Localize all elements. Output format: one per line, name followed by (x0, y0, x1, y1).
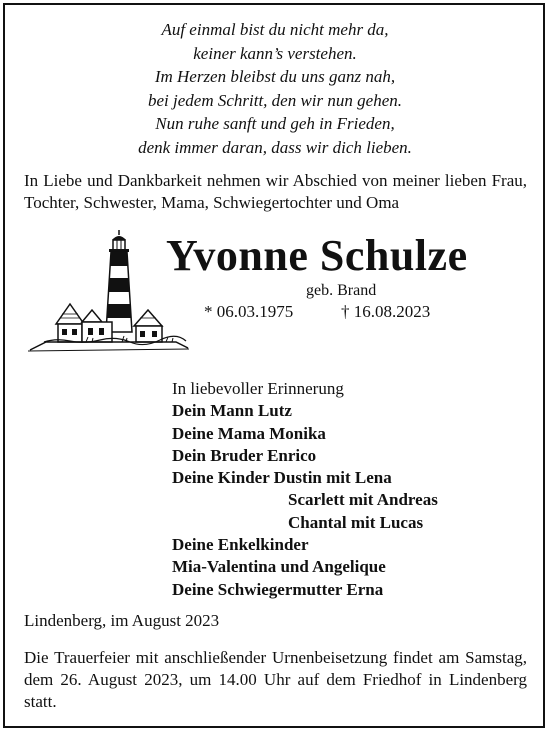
mourner-line: Deine Mama Monika (172, 423, 326, 443)
intro-text: In Liebe und Dankbarkeit nehmen wir Abschied von meiner lieben Frau, Tochter, Schwester, Mama, Schwiegertochter und Oma (24, 171, 527, 212)
mourner-line: Deine Schwiegermutter Erna (172, 579, 384, 599)
poem (0, 18, 550, 159)
birth-name: geb. Brand (306, 282, 377, 299)
deceased-name: Yvonne Schulze (166, 231, 468, 280)
funeral-notice: Die Trauerfeier mit anschließender Urnenbeisetzung findet am Samstag, dem 26. August 2023, um 14.00 Uhr auf dem Friedhof in Lindenberg statt. (24, 648, 527, 711)
mourner-line: Scarlett mit Andreas (288, 490, 438, 510)
place-date: Lindenberg, im August 2023 (24, 611, 220, 630)
poem-line: keiner kann’s verstehen. (193, 43, 357, 63)
poem-line: Auf einmal bist du nicht mehr da, (161, 20, 389, 39)
mourner-line: Dein Mann Lutz (172, 401, 292, 421)
mourner-line: Deine Kinder Dustin mit Lena (172, 468, 392, 488)
poem-line: bei jedem Schritt, den wir nun gehen. (147, 90, 402, 110)
birth-date: * 06.03.1975 (204, 302, 294, 321)
mourner-line: Chantal mit Lucas (288, 512, 424, 532)
poem-line: denk immer daran, dass wir dich lieben. (138, 137, 412, 157)
poem-line: Nun ruhe sanft und geh in Frieden, (155, 114, 395, 133)
poem-line: Im Herzen bleibst du uns ganz nah, (154, 67, 396, 86)
mourner-line: Mia-Valentina und Angelique (172, 557, 386, 577)
death-date: † 16.08.2023 (341, 302, 431, 321)
mourner-line: Dein Bruder Enrico (172, 445, 317, 465)
mourners-list (172, 378, 532, 601)
mourner-line: Deine Enkelkinder (172, 535, 309, 555)
mourner-line: In liebevoller Erinnerung (172, 379, 344, 398)
